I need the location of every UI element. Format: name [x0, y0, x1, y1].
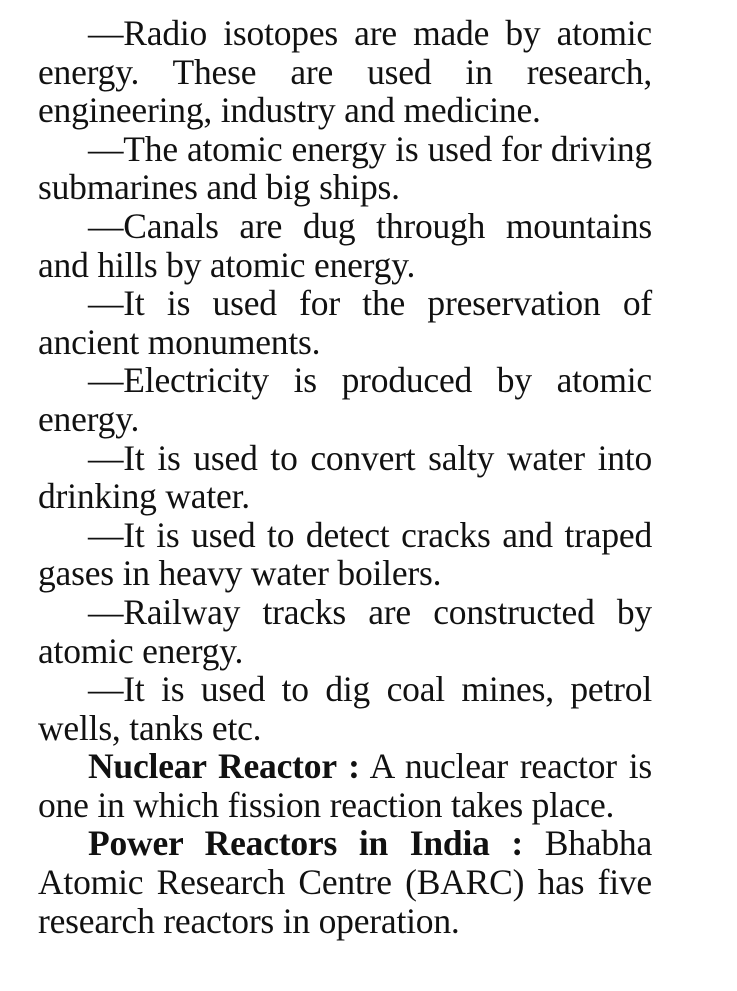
paragraph-text: A nuclear reactor is one in which fission reaction takes place. [38, 746, 652, 825]
paragraph-railway [38, 593, 652, 670]
paragraph-power-reactors [38, 824, 652, 940]
paragraph-text: —It is used to dig coal mines, petrol wells, tanks etc. [38, 669, 652, 748]
term-nuclear-reactor: Nuclear Reactor : [88, 746, 360, 787]
paragraph-text: —Radio isotopes are made by atomic energy. These are used in research, engineering, industry and medicine. [38, 13, 652, 131]
paragraph-coal-mines [38, 670, 652, 747]
paragraph-nuclear-reactor [38, 747, 652, 824]
paragraph-submarines [38, 130, 652, 207]
paragraph-text: —Electricity is produced by atomic energy. [38, 360, 652, 439]
paragraph-text: —Canals are dug through mountains and hills by atomic energy. [38, 205, 652, 285]
document-page [38, 14, 652, 940]
term-power-reactors: Power Reactors in India : [88, 823, 524, 864]
paragraph-text: —Railway tracks are constructed by atomic energy. [38, 591, 652, 671]
paragraph-text: —It is used for the preservation of ancient monuments. [38, 283, 652, 362]
paragraph-text: —The atomic energy is used for driving submarines and big ships. [38, 128, 652, 208]
paragraph-text: Bhabha Atomic Research Centre (BARC) has five research reactors in operation. [38, 823, 652, 941]
paragraph-monuments [38, 284, 652, 361]
paragraph-text: —It is used to detect cracks and traped gases in heavy water boilers. [38, 514, 652, 594]
paragraph-radio-isotopes [38, 14, 652, 130]
paragraph-canals [38, 207, 652, 284]
paragraph-text: —It is used to convert salty water into drinking water. [38, 437, 652, 517]
paragraph-cracks [38, 516, 652, 593]
paragraph-electricity [38, 361, 652, 438]
paragraph-salty-water [38, 439, 652, 516]
